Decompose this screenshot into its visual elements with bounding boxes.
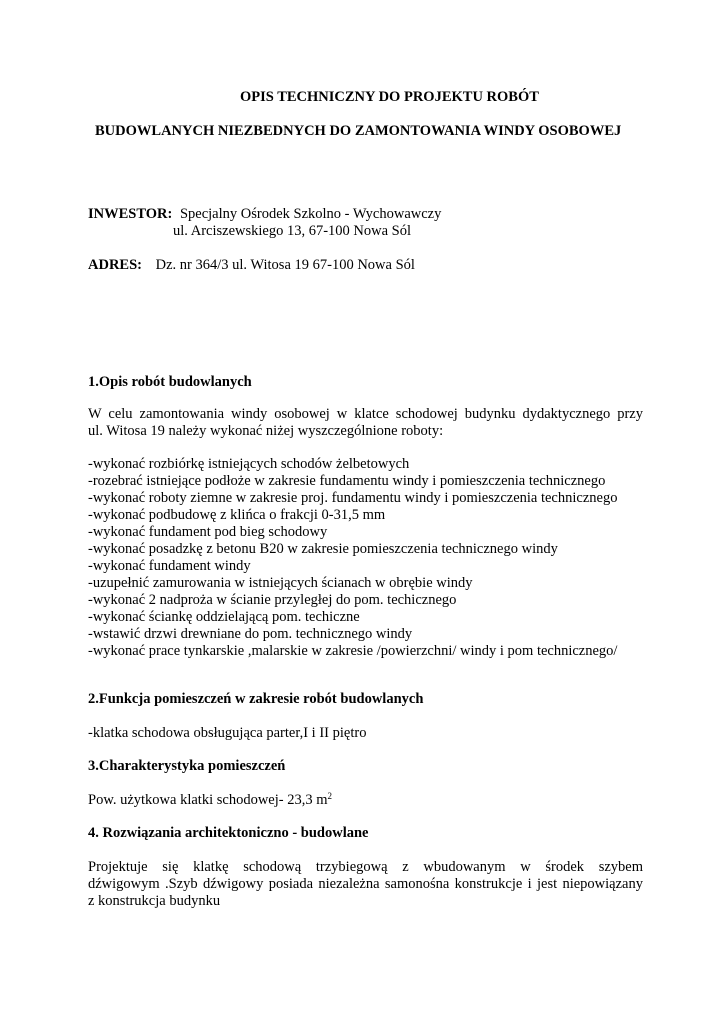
investor-name: Specjalny Ośrodek Szkolno - Wychowawczy [179, 206, 442, 222]
site-block [88, 257, 415, 274]
list-item: -wykonać posadzkę z betonu B20 w zakresie pomieszczenia technicznego windy [88, 541, 558, 557]
site-value: Dz. nr 364/3 ul. Witosa 19 67-100 Nowa Sól [155, 257, 415, 273]
list-item: -wykonać fundament windy [88, 558, 251, 574]
section4-line3: z konstrukcja budynku [88, 893, 221, 909]
list-item: -wykonać podbudowę z klińca o frakcji 0-31,5 mm [88, 507, 386, 523]
list-item: -wykonać 2 nadproża w ścianie przyległej do pom. techicznego [88, 592, 457, 608]
section1-intro-line2: ul. Witosa 19 należy wykonać niżej wyszczególnione roboty: [88, 423, 444, 439]
list-item: -wykonać fundament pod bieg schodowy [88, 524, 328, 540]
investor-address: ul. Arciszewskiego 13, 67-100 Nowa Sól [173, 223, 412, 239]
investor-block [88, 206, 441, 223]
list-item: -uzupełnić zamurowania w istniejących ścianach w obrębie windy [88, 575, 473, 591]
list-item: -wykonać prace tynkarskie ,malarskie w zakresie /powierzchni/ windy i pom technicznego/ [88, 643, 618, 659]
list-item: -wykonać roboty ziemne w zakresie proj. fundamentu windy i pomieszczenia technicznego [88, 490, 618, 506]
section4-line1: Projektuje się klatkę schodową trzybiegową z wbudowanym w środek szybem [88, 859, 643, 875]
section1-intro-line1: W celu zamontowania windy osobowej w klatce schodowej budynku dydaktycznego przy [88, 406, 643, 422]
list-item: -wykonać rozbiórkę istniejących schodów żelbetowych [88, 456, 410, 472]
section4-line2: dźwigowym .Szyb dźwigowy posiada niezależna samonośna konstrukcje i jest niepowiązany [88, 876, 643, 892]
list-item: -rozebrać istniejące podłoże w zakresie fundamentu windy i pomieszczenia technicznego [88, 473, 606, 489]
section3-heading: 3.Charakterystyka pomieszczeń [88, 758, 286, 774]
works-list [88, 456, 617, 660]
list-item: -wstawić drzwi drewniane do pom. technicznego windy [88, 626, 413, 642]
title-line-1: OPIS TECHNICZNY DO PROJEKTU ROBÓT [240, 89, 539, 105]
section3-text [88, 792, 332, 809]
section4-heading: 4. Rozwiązania architektoniczno - budowlane [88, 825, 369, 841]
usable-area-text: Pow. użytkowa klatki schodowej- 23,3 m [88, 792, 328, 808]
list-item: -wykonać ściankę oddzielającą pom. techiczne [88, 609, 360, 625]
section2-heading: 2.Funkcja pomieszczeń w zakresie robót budowlanych [88, 691, 424, 707]
title-line-2: BUDOWLANYCH NIEZBEDNYCH DO ZAMONTOWANIA WINDY OSOBOWEJ [95, 123, 622, 139]
section1-heading: 1.Opis robót budowlanych [88, 374, 252, 390]
section2-text: -klatka schodowa obsługująca parter,I i II piętro [88, 725, 367, 741]
unit-superscript: 2 [327, 791, 332, 801]
investor-label: INWESTOR: [88, 206, 173, 222]
site-label: ADRES: [88, 257, 142, 273]
